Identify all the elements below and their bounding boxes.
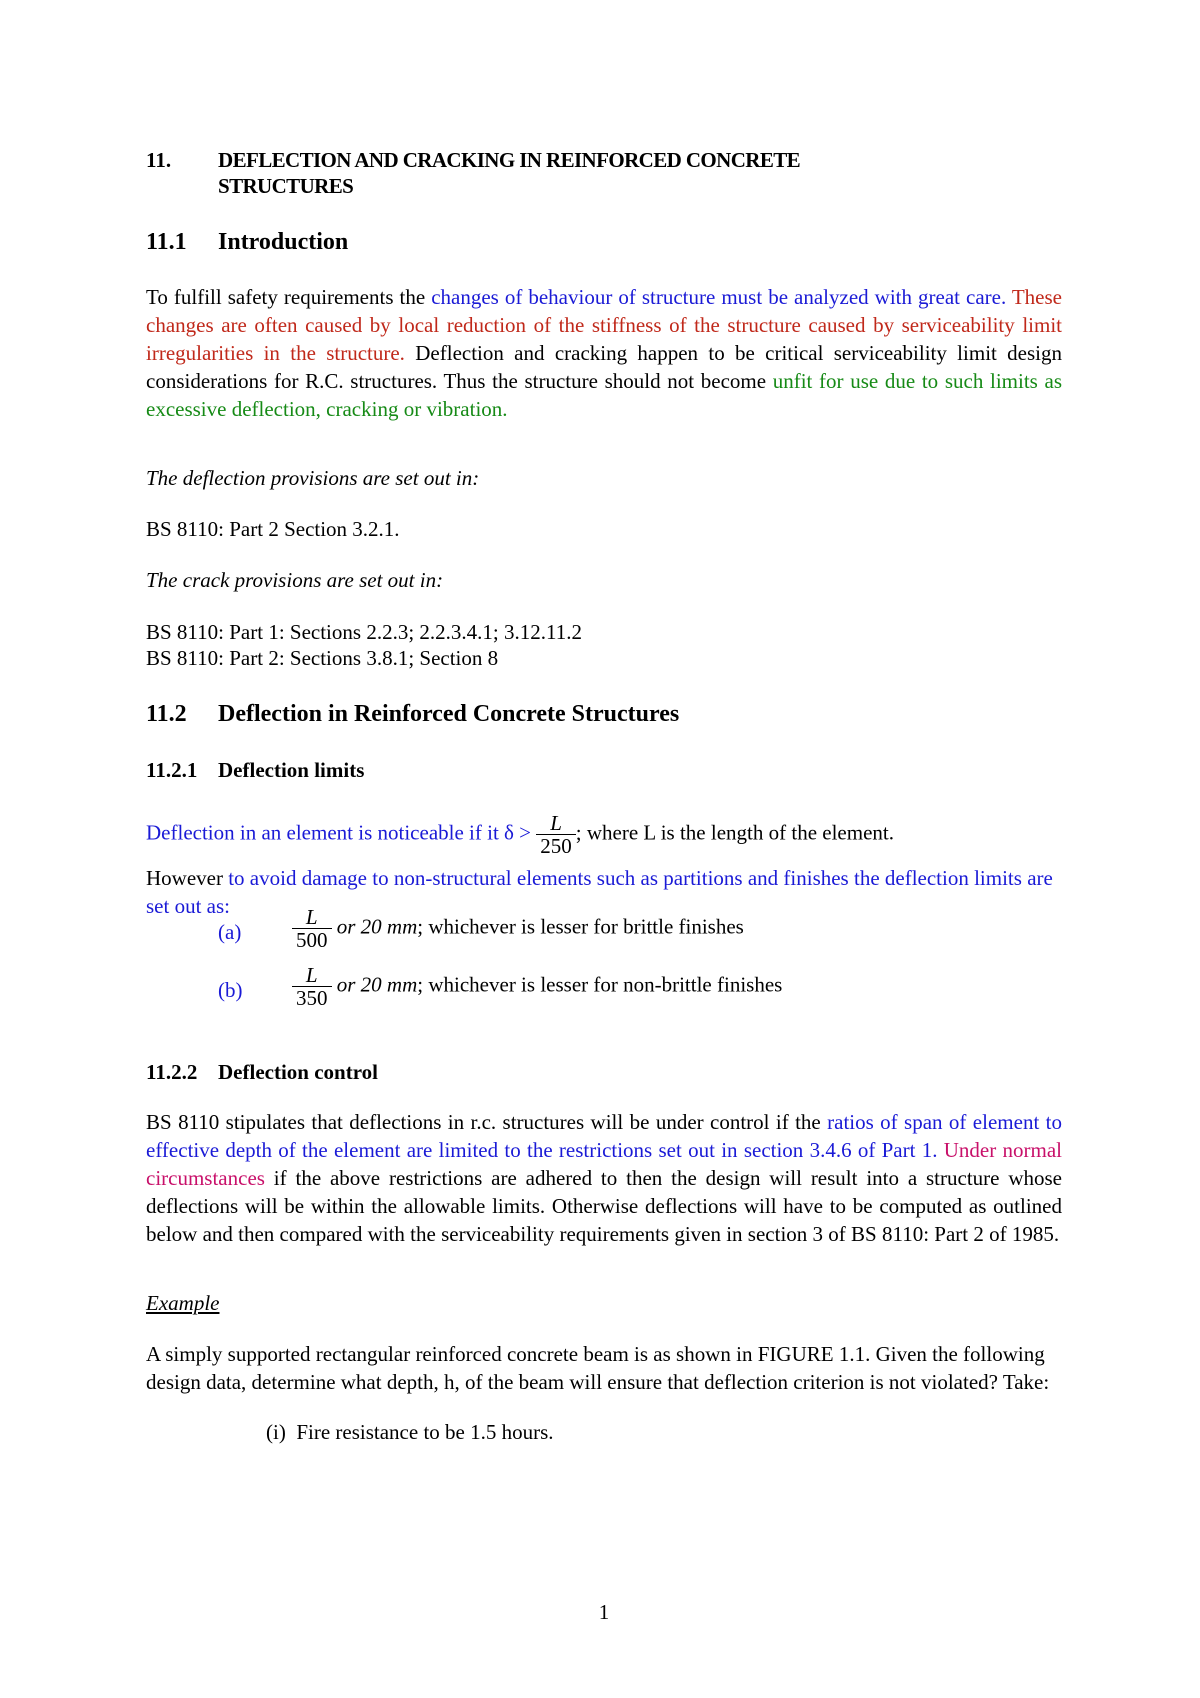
fraction-numerator: L — [305, 963, 318, 987]
intro-text-c: These changes are often caused by — [146, 285, 1062, 337]
or-20mm-text: or 20 mm — [331, 972, 418, 997]
subsection-title: Deflection control — [218, 1060, 378, 1084]
control-text-b: ratios of span of element to effective depth of the element are limited to the restrictions set out in section 3.4.6 of Part 1. — [146, 1110, 1062, 1162]
section-title: Deflection in Reinforced Concrete Structures — [218, 701, 680, 727]
limits-text: to avoid damage to non-structural elements such as partitions and finishes the deflection limits are set out as: — [146, 866, 1053, 918]
intro-paragraph — [146, 283, 1062, 423]
subsection-title: Deflection limits — [218, 758, 365, 782]
fraction-denominator: 350 — [292, 986, 332, 1009]
intro-text-f: unfit for use due to such limits as excessive deflection, cracking or vibration. — [146, 369, 1062, 421]
control-text-d: Under normal circumstances — [146, 1138, 1063, 1190]
limit-item-a — [146, 906, 1062, 958]
crack-provisions-ref1: BS 8110: Part 1: Sections 2.2.3; 2.2.3.4.1; 3.12.11.2 — [146, 620, 582, 644]
fraction-l-over-350 — [292, 964, 332, 1009]
or-20mm-text: or 20 mm — [331, 914, 418, 939]
fraction-denominator: 250 — [536, 834, 576, 857]
intro-text-d: local reduction of the stiffness of the structure caused by serviceability limit irregularities in the structure. — [146, 313, 1062, 365]
fraction-l-over-500 — [292, 906, 332, 951]
page-number: 1 — [598, 1600, 610, 1624]
chapter-title-line2: STRUCTURES — [218, 174, 354, 198]
fraction-numerator: L — [550, 811, 562, 835]
intro-text-a: To fulfill safety requirements the — [146, 285, 432, 309]
crack-provisions-intro: The crack provisions are set out in: — [146, 568, 444, 592]
item-label: (b) — [218, 978, 243, 1002]
chapter-number: 11. — [146, 148, 172, 172]
example-paragraph: A simply supported rectangular reinforced concrete beam is as shown in FIGURE 1.1. Given the following design data, determine what depth, h, of the beam will ensure that deflection criterion is not violated? Take: — [146, 1342, 1050, 1394]
deflection-noticeable-line — [146, 800, 1062, 858]
intro-text-b: changes of behaviour of structure must be analyzed with great care. — [431, 285, 1007, 309]
example-item-i: (i) Fire resistance to be 1.5 hours. — [266, 1420, 554, 1444]
length-definition-text: ; where L is the length of the element. — [575, 820, 894, 845]
control-text-e: if the above restrictions are adhered to then the design will result into a structure whose deflections will be within the allowable limits. Otherwise deflections will have to be computed as outlined below and then compared with the serviceability requirements given in section 3 of BS 8110: Part 2 of 1985. — [146, 1166, 1062, 1246]
however-text: However — [146, 866, 229, 890]
brittle-finishes-text: ; whichever is lesser for brittle finishes — [417, 914, 744, 939]
deflection-provisions-ref: BS 8110: Part 2 Section 3.2.1. — [146, 517, 400, 541]
chapter-title-line1: DEFLECTION AND CRACKING IN REINFORCED CONCRETE — [218, 148, 801, 172]
subsection-number: 11.2.1 — [146, 758, 198, 782]
noticeable-text: Deflection in an element is noticeable if it δ > — [146, 820, 537, 845]
deflection-control-paragraph — [146, 1108, 1062, 1248]
non-brittle-finishes-text: ; whichever is lesser for non-brittle finishes — [417, 972, 783, 997]
subsection-number: 11.2.2 — [146, 1060, 198, 1084]
section-number: 11.1 — [146, 229, 187, 255]
crack-provisions-ref2: BS 8110: Part 2: Sections 3.8.1; Section 8 — [146, 646, 499, 670]
fraction-denominator: 500 — [292, 928, 332, 951]
deflection-provisions-intro: The deflection provisions are set out in: — [146, 466, 480, 490]
section-title: Introduction — [218, 229, 349, 255]
control-text-a: BS 8110 stipulates that deflections in r.c. structures will be under control if the — [146, 1110, 828, 1134]
example-heading: Example — [146, 1291, 220, 1315]
fraction-numerator: L — [305, 905, 318, 929]
item-label: (a) — [218, 920, 242, 944]
fraction-l-over-250 — [536, 812, 576, 857]
intro-text-e: Deflection and cracking happen to be critical serviceability limit design considerations for R.C. structures. Thus the structure should not become — [146, 341, 1062, 393]
limit-item-b — [146, 964, 1062, 1016]
section-number: 11.2 — [146, 701, 187, 727]
